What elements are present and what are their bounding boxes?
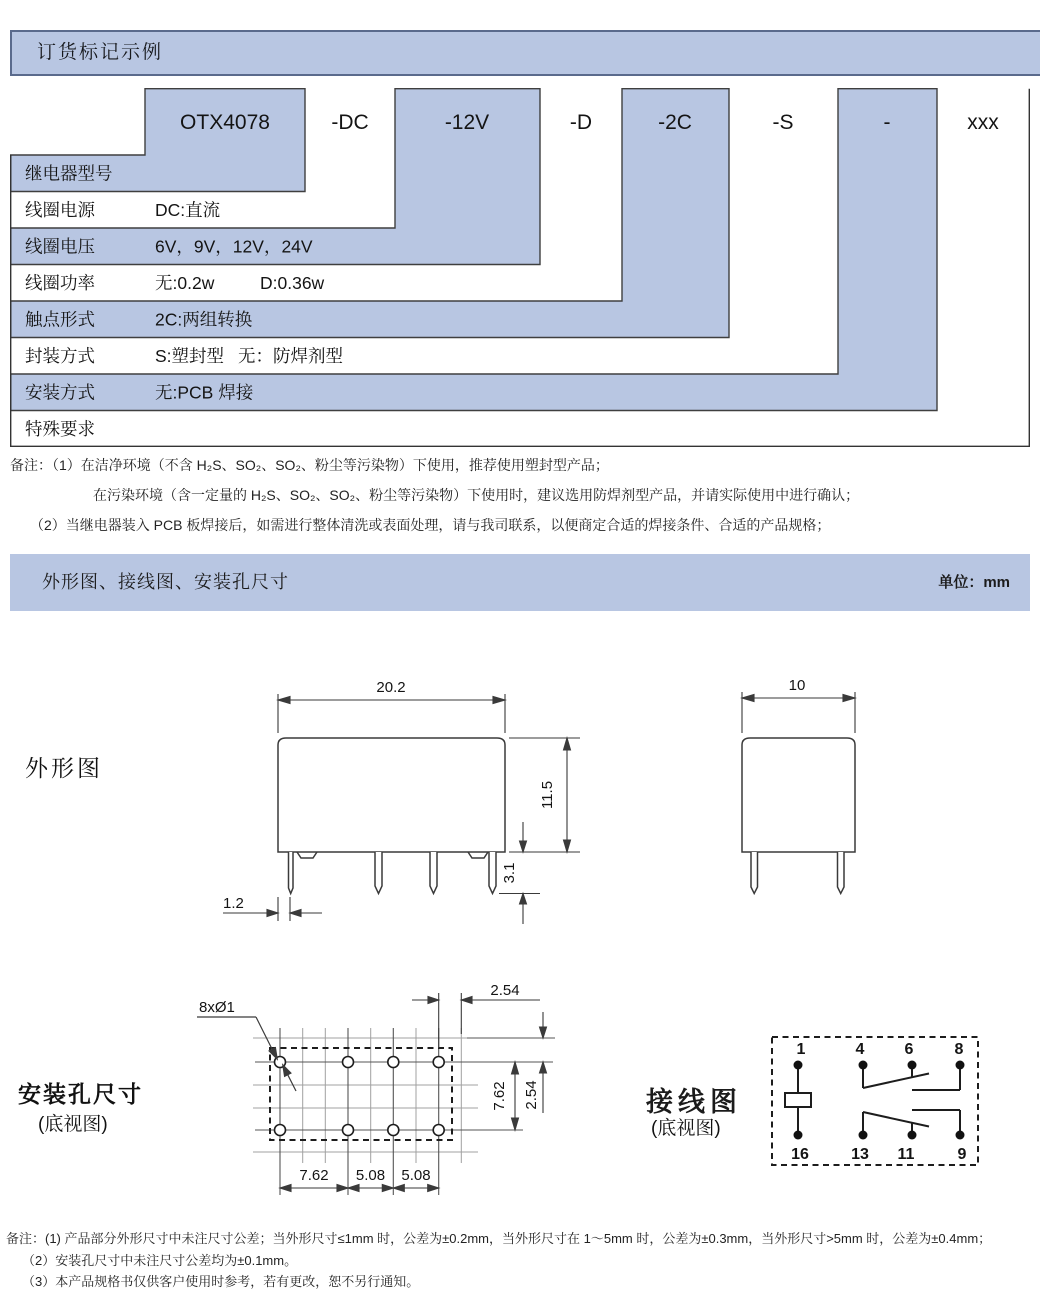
side-view-dimensions (742, 692, 855, 733)
mounting-dim-texts (199, 982, 540, 1184)
ordering-note-2: 在污染环境（含一定量的 H₂S、SO₂、SO₂、粉尘等污染物）下使用时，建议选用防焊剂型产品，并请实际使用中进行确认； (93, 487, 860, 503)
dim-side-width: 10 (788, 677, 806, 694)
code-part-wattage: -D (569, 111, 593, 134)
pin-label-11: 11 (897, 1146, 915, 1163)
ordering-table (10, 88, 1030, 447)
code-part-model: OTX4078 (180, 111, 270, 134)
row-label: 封装方式 (25, 346, 95, 366)
row-label: 线圈电压 (25, 236, 95, 257)
row-value: 无:PCB 焊接 (155, 382, 254, 403)
mounting-sublabel: (底视图) (38, 1114, 108, 1135)
drawings-title: 外形图、接线图、安装孔尺寸 (42, 572, 289, 592)
side-view-pins (751, 852, 844, 894)
hole-callout: 8xØ1 (199, 999, 235, 1016)
side-view-body (742, 738, 855, 852)
footer-note-1: 备注：(1) 产品部分外形尺寸中未注尺寸公差；当外形尺寸≤1mm 时，公差为±0.2mm，当外形尺寸在 1～5mm 时，公差为±0.3mm，当外形尺寸>5mm 时，公差为±0.4mm； (6, 1231, 992, 1246)
side-view (742, 738, 855, 894)
row-value: 6V，9V，12V，24V (155, 236, 313, 257)
dim-right-pitch: 7.62 (491, 1081, 508, 1111)
row-value: 2C:两组转换 (155, 309, 253, 330)
code-part-voltage: -12V (444, 111, 490, 134)
row-label: 线圈功率 (25, 273, 95, 293)
row-label: 特殊要求 (25, 419, 95, 439)
pin-label-16: 16 (791, 1146, 809, 1163)
mounting-hole-leader (197, 1017, 296, 1091)
wiring-sublabel: (底视图) (651, 1118, 721, 1139)
code-part-contact: -2C (658, 111, 692, 134)
ordering-note-3: （2）当继电器装入 PCB 板焊接后，如需进行整体清洗或表面处理，请与我司联系，以便商定合适的焊接条件、合适的产品规格； (30, 517, 831, 533)
pin-label-8: 8 (954, 1041, 964, 1058)
pin-label-13: 13 (851, 1146, 869, 1163)
dim-front-pin-offset: 1.2 (223, 895, 244, 912)
wiring-diagram-lines (785, 1065, 960, 1135)
mounting-label: 安装孔尺寸 (18, 1081, 143, 1107)
front-view-pins (289, 852, 497, 894)
row-label: 安装方式 (25, 382, 95, 403)
row-value: S:塑封型 (155, 346, 225, 366)
wiring-pin-dots (794, 1061, 965, 1140)
wiring-label: 接线图 (646, 1087, 742, 1117)
section-header-ordering: 订货标记示例 (10, 30, 1040, 76)
pin-label-4: 4 (855, 1041, 865, 1058)
row-label: 触点形式 (25, 309, 95, 330)
outline-view-label: 外形图 (25, 755, 103, 781)
row-label: 继电器型号 (25, 163, 113, 184)
front-view (278, 738, 505, 894)
code-part-package: -S (772, 111, 794, 134)
wiring-pin-labels (791, 1041, 966, 1163)
front-view-standoff-left (297, 852, 317, 858)
front-view-body (278, 738, 505, 852)
pin-label-9: 9 (957, 1146, 967, 1163)
row-value-2: 无：防焊剂型 (238, 346, 343, 366)
row-value: 无:0.2w (155, 273, 215, 293)
front-view-dim-texts (223, 679, 556, 912)
section-header-drawings (10, 554, 1030, 611)
dim-front-width: 20.2 (376, 679, 406, 696)
dim-right-edge: 2.54 (523, 1080, 540, 1110)
coil-symbol (785, 1093, 811, 1107)
row-value-2: D:0.36w (260, 273, 325, 293)
row-label: 线圈电源 (25, 200, 95, 220)
dim-bottom-2: 5.08 (355, 1167, 386, 1184)
code-part-power: -DC (331, 111, 369, 134)
pin-label-1: 1 (796, 1041, 806, 1058)
row-value: DC:直流 (155, 200, 221, 220)
block-contact (11, 89, 729, 338)
footer-note-2: （2）安装孔尺寸中未注尺寸公差均为±0.1mm。 (22, 1253, 298, 1268)
front-view-dimensions (223, 694, 580, 924)
technical-drawings (0, 608, 1040, 1308)
dim-top-pitch: 2.54 (490, 982, 520, 999)
dim-front-pin-length: 3.1 (501, 862, 518, 884)
front-view-standoff-right (468, 852, 488, 858)
unit-label: 单位：mm (938, 574, 1010, 591)
footer-note-3: （3）本产品规格书仅供客户使用时参考，若有更改，恕不另行通知。 (22, 1274, 420, 1289)
code-part-special: xxx (967, 111, 999, 134)
dim-bottom-1: 7.62 (299, 1167, 329, 1184)
code-part-mount: - (883, 111, 891, 134)
dim-bottom-3: 5.08 (401, 1167, 431, 1184)
ordering-table-blocks (11, 89, 937, 411)
ordering-note-1: 备注：（1）在洁净环境（不含 H₂S、SO₂、SO₂、粉尘等污染物）下使用，推荐使用塑封型产品； (10, 457, 609, 473)
pin-label-6: 6 (904, 1041, 914, 1058)
dim-front-height: 11.5 (539, 780, 556, 810)
mounting-holes (275, 1057, 445, 1136)
